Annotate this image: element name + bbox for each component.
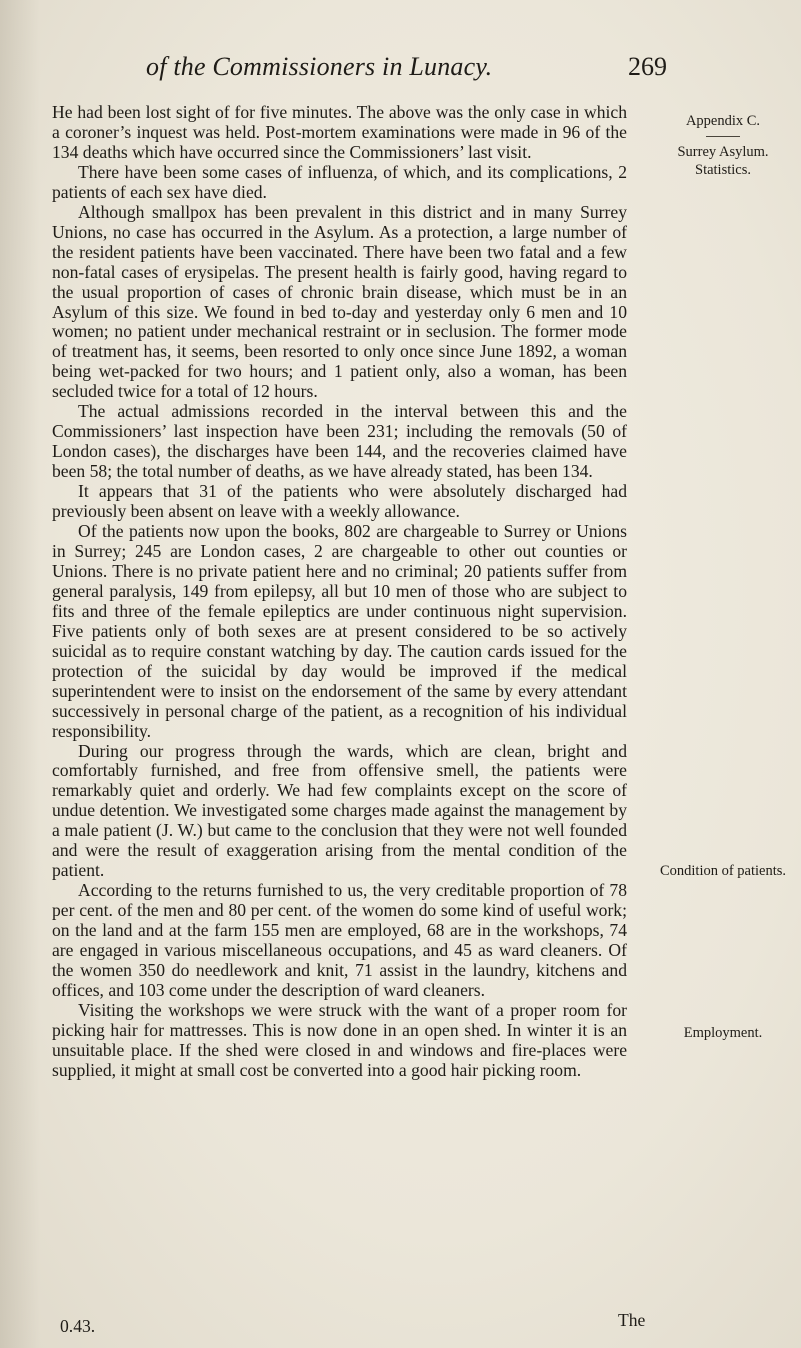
signature-mark: 0.43.	[60, 1316, 96, 1336]
margin-note-condition: Condition of patients.	[659, 863, 787, 879]
page-number: 269	[628, 52, 667, 81]
margin-note-employment: Employment.	[683, 1025, 763, 1041]
catchword: The	[618, 1310, 646, 1330]
paragraph: There have been some cases of influenza, of which, and its complications, 2 patients of each sex have died.	[52, 161, 627, 202]
paragraph: During our progress through the wards, which are clean, bright and comfortably furnished, and free from offensive smell, the patients were remarkably quiet and orderly. We had few complaints except on the score of undue detention. We investigated some charges made against the management by a male patient (J. W.) but came to the conclusion that they were not well founded and were the result of exaggeration arising from the mental condition of the patient.	[52, 740, 627, 881]
margin-note-rule	[706, 136, 740, 137]
paragraph: He had been lost sight of for five minutes. The above was the only case in which a coroner’s inquest was held. Post-mortem examinations were made in 96 of the 134 deaths which have occurred since the Commissioners’ last visit.	[52, 102, 627, 162]
margin-note-asylum: Surrey Asylum.	[677, 144, 769, 160]
paragraph: According to the returns furnished to us, the very creditable proportion of 78 per cent. of the men and 80 per cent. of the women do some kind of useful work; on the land and at the farm 155 men are employed, 68 are in the workshops, 74 are engaged in various miscellaneous occupations, and 45 as ward cleaners. Of the women 350 do needlework and knit, 71 assist in the laundry, kitchens and offices, and 103 come under the description of ward cleaners.	[52, 880, 627, 1000]
margin-note-statistics: Statistics.	[695, 162, 751, 178]
running-title: of the Commissioners in Lunacy.	[146, 52, 493, 81]
paragraph: It appears that 31 of the patients who were absolutely discharged had previously been absent on leave with a weekly allowance.	[52, 481, 627, 522]
body-text	[52, 103, 627, 1081]
paragraph: Visiting the workshops we were struck with the want of a proper room for picking hair for mattresses. This is now done in an open shed. In winter it is an unsuitable place. If the shed were closed in and windows and fire-places were supplied, it might at small cost be converted into a good hair picking room.	[52, 999, 627, 1080]
margin-note-appendix: Appendix C.	[685, 113, 761, 129]
paragraph: Although smallpox has been prevalent in this district and in many Surrey Unions, no case has occurred in the Asylum. As a protection, a large number of the resident patients have been vaccinated. There have been two fatal and a few non-fatal cases of erysipelas. The present health is fairly good, having regard to the usual proportion of cases of chronic brain disease, which must be in an Asylum of this size. We found in bed to-day and yesterday only 6 men and 10 women; no patient under mechanical restraint or in seclusion. The former mode of treatment has, it seems, been resorted to only once since June 1892, a woman being wet-packed for two hours; and 1 patient only, also a woman, has been secluded twice for a total of 12 hours.	[52, 201, 627, 402]
margin-note-section	[645, 112, 801, 179]
paragraph: The actual admissions recorded in the interval between this and the Commissioners’ last inspection have been 231; including the removals (50 of London cases), the discharges have been 144, and the recoveries claimed have been 58; the total number of deaths, as we have already stated, has been 134.	[52, 401, 627, 482]
binding-shadow	[0, 0, 40, 1348]
paragraph: Of the patients now upon the books, 802 are chargeable to Surrey or Unions in Surrey; 245 are London cases, 2 are chargeable to other out counties or Unions. There is no private patient here and no criminal; 20 patients suffer from general paralysis, 149 from epilepsy, all but 10 men of those who are subject to fits and three of the female epileptics are under continuous night supervision. Five patients only of both sexes are at present considered to be so actively suicidal as to require constant watching by day. The caution cards issued for the protection of the suicidal by day would be improved if the medical superintendent were to insist on the endorsement of the same by every attendant successively in personal charge of the patient, as a recognition of his individual responsibility.	[52, 521, 627, 741]
